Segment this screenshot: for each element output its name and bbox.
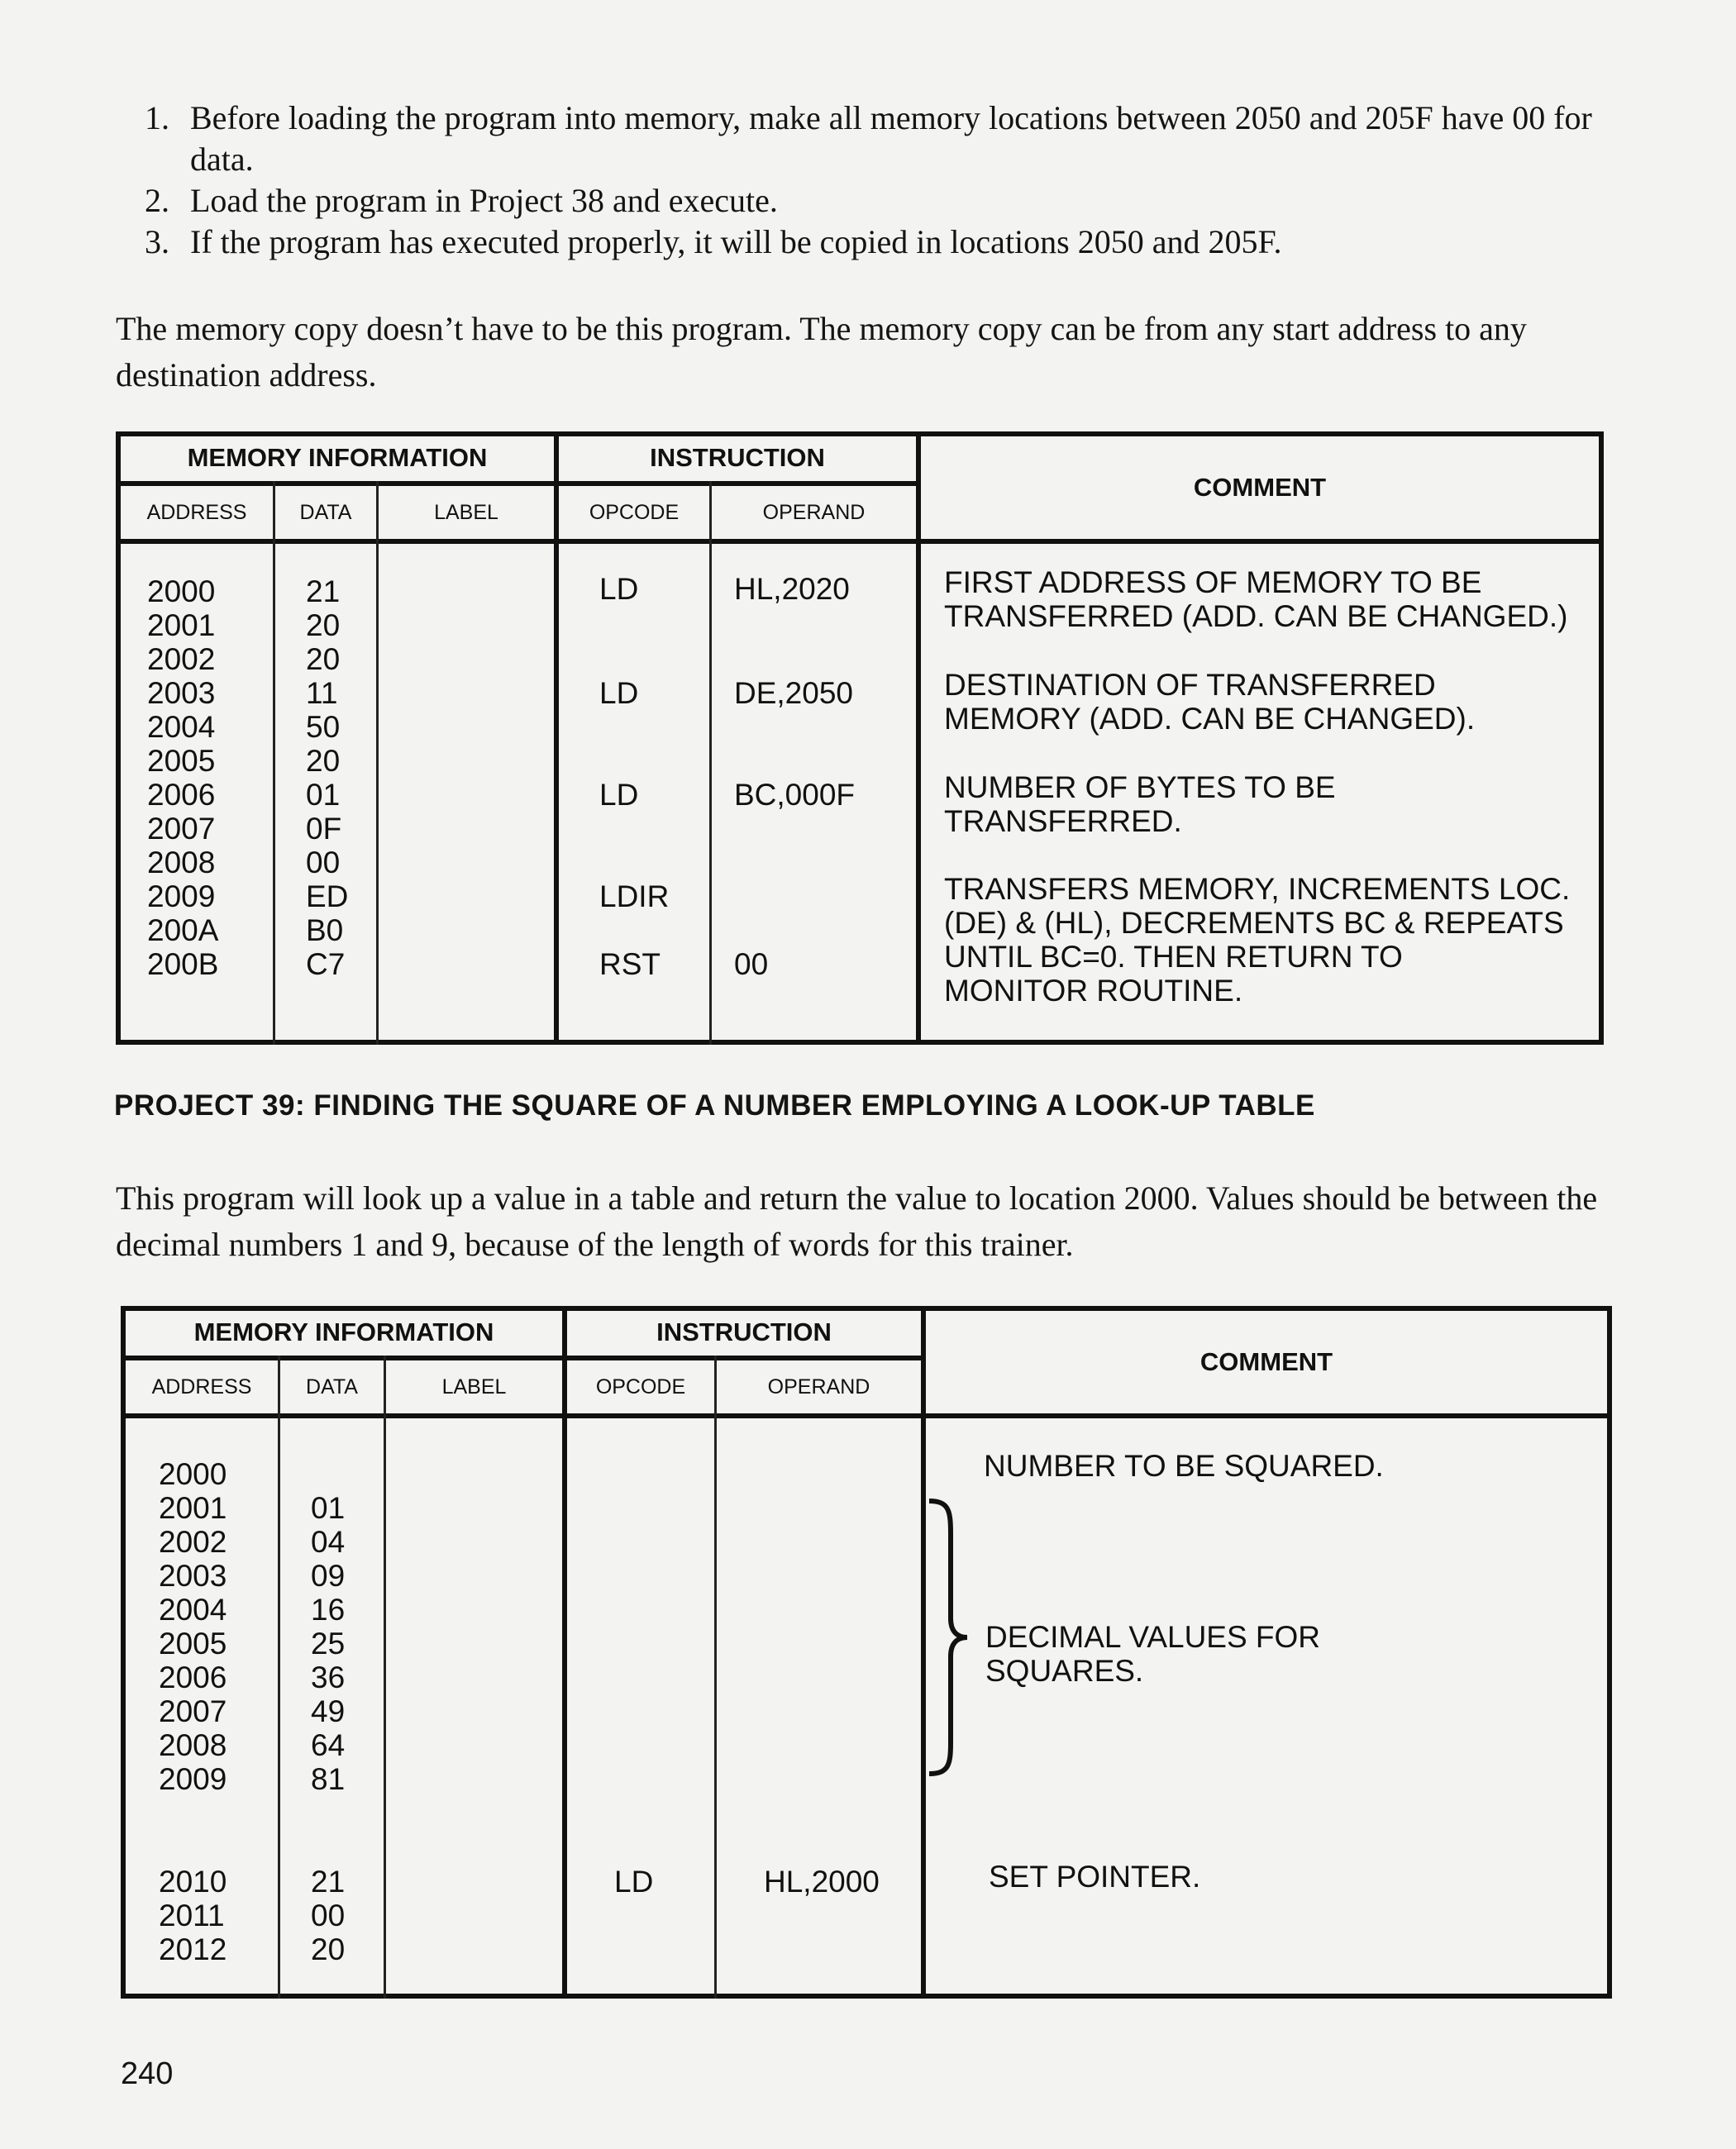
brace-icon <box>924 1494 974 1780</box>
step-text: If the program has executed properly, it will be copied in locations 2050 and 205F. <box>190 223 1282 260</box>
step-text: Before loading the program into memory, make all memory locations between 2050 and 205F have 00 for data. <box>190 99 1592 178</box>
instruction-header: INSTRUCTION <box>650 443 825 472</box>
opcode: LD <box>599 676 639 710</box>
operand: BC,000F <box>734 778 856 812</box>
label-column-header: LABEL <box>434 501 498 524</box>
data-column-header: DATA <box>299 501 352 524</box>
instruction-steps <box>116 98 1604 263</box>
address-column-header: ADDRESS <box>151 1375 252 1399</box>
project-39-heading: PROJECT 39: FINDING THE SQUARE OF A NUMBER EMPLOYING A LOOK-UP TABLE <box>114 1089 1315 1122</box>
operand-column-header: OPERAND <box>762 501 866 524</box>
opcode: LD <box>614 1865 654 1899</box>
opcode: LDIR <box>599 879 670 913</box>
operand: 00 <box>734 947 769 981</box>
opcode-column-header: OPCODE <box>589 501 680 524</box>
page-number: 240 <box>121 2056 174 2091</box>
memory-information-header: MEMORY INFORMATION <box>187 443 488 472</box>
operand-column-header: OPERAND <box>767 1375 870 1399</box>
memory-information-header: MEMORY INFORMATION <box>193 1318 494 1346</box>
comment-header: COMMENT <box>1193 473 1327 502</box>
opcode-column-header: OPCODE <box>595 1375 686 1399</box>
comment-header: COMMENT <box>1199 1347 1333 1376</box>
step-item: 2. Load the program in Project 38 and execute. <box>145 182 778 219</box>
operand: HL,2020 <box>734 572 850 606</box>
label-column-header: LABEL <box>441 1375 507 1399</box>
opcode: RST <box>599 947 661 981</box>
memory-copy-paragraph: The memory copy doesn’t have to be this program. The memory copy can be from any start address to any destination address. <box>116 310 1527 393</box>
data-column-header: DATA <box>306 1375 358 1399</box>
program-table-project-38: MEMORY INFORMATION INSTRUCTION COMMENT ADDRESS DATA LABEL OPCODE OPERAND 2000 2001 2002 2003 2004 2005 2006 2007 2008 2009 200A 200B 21 20 20 11 50 20 01 0F 00 ED B0 C7 LD HL,2020 LD DE,2050 LD BC,000F LDIR RST 00 FIRST ADDRESS OF MEMORY TO BE TRANSFERRED (ADD. CAN BE CHANGED.) DESTINATION OF TRANSFERRED MEMORY (ADD. CAN BE CHANGED). NUMBER OF BYTES TO BE TRANSFERRED. TRANSFERS MEMORY, INCREMENTS LOC. (DE) & (HL), DECREMENTS BC & REPEATS UNTIL BC=0. THEN RETURN TO MONITOR ROUTINE. <box>116 431 1604 1045</box>
step-item: 1. Before loading the program into memory, make all memory locations between 2050 and 205F have 00 for data. <box>145 99 1592 178</box>
opcode: LD <box>599 778 639 812</box>
opcode: LD <box>599 572 639 606</box>
lookup-table-paragraph: This program will look up a value in a table and return the value to location 2000. Values should be between the decimal numbers 1 and 9, because of the length of words for this trainer. <box>116 1179 1598 1263</box>
operand: DE,2050 <box>734 676 853 710</box>
address-column-header: ADDRESS <box>146 501 247 524</box>
step-item: 3. If the program has executed properly, it will be copied in locations 2050 and 205F. <box>145 223 1282 260</box>
operand: HL,2000 <box>764 1865 880 1899</box>
instruction-header: INSTRUCTION <box>656 1318 832 1346</box>
program-table-project-39: MEMORY INFORMATION INSTRUCTION COMMENT ADDRESS DATA LABEL OPCODE OPERAND 2000 2001 2002 2003 2004 2005 2006 2007 2008 2009 2010 2011 2012 01 04 09 16 25 36 49 64 81 21 00 20 LD HL,2000 NUMBER TO BE SQUARED. DECIMAL VALUES FOR SQUARES. SET POINTER. <box>121 1306 1612 1999</box>
step-text: Load the program in Project 38 and execute. <box>190 182 778 219</box>
